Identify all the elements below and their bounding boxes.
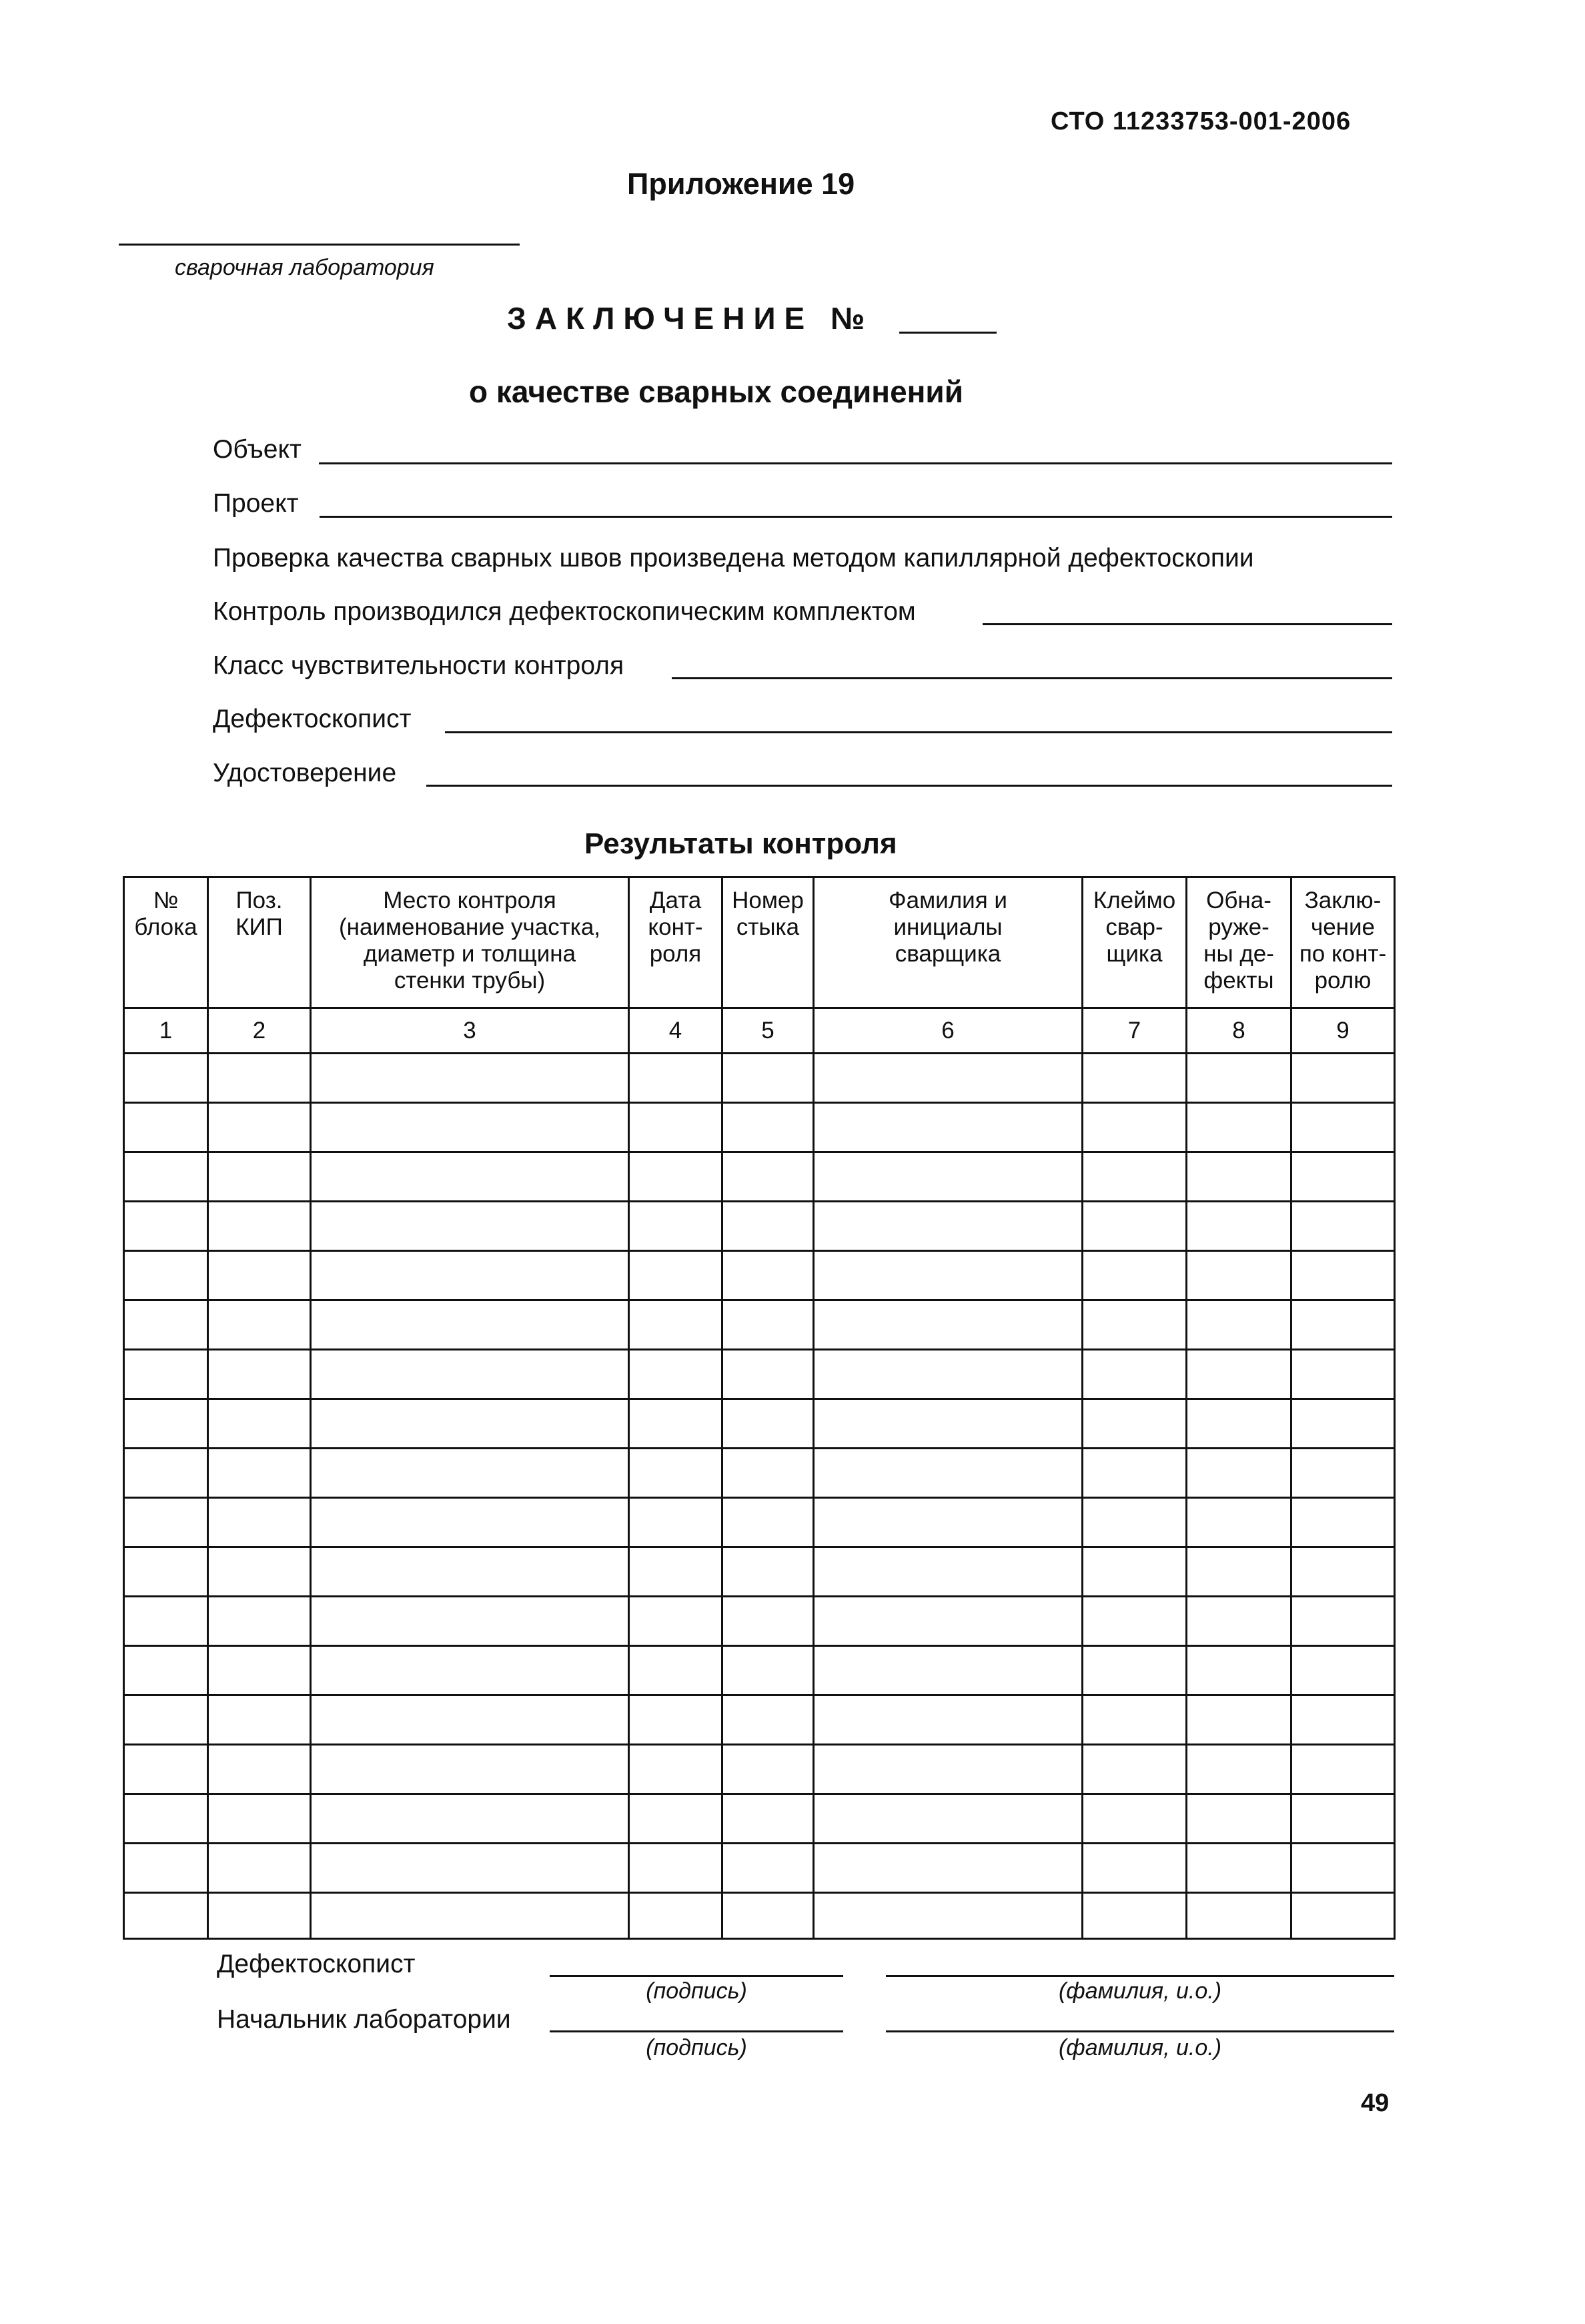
table-row — [124, 1646, 1395, 1695]
table-cell[interactable] — [124, 1103, 208, 1152]
table-cell[interactable] — [208, 1152, 311, 1202]
table-cell[interactable] — [311, 1300, 629, 1350]
column-header: Номер стыка — [722, 877, 814, 1008]
appendix-title: Приложение 19 — [627, 167, 855, 201]
table-cell[interactable] — [311, 1350, 629, 1399]
field-method-statement: Проверка качества сварных швов произведена методом капиллярной дефектоскопии — [213, 544, 1254, 572]
conclusion-number-line — [899, 332, 997, 334]
column-number: 1 — [124, 1008, 208, 1054]
table-cell[interactable] — [124, 1893, 208, 1939]
table-row — [124, 1399, 1395, 1449]
table-cell[interactable] — [629, 1695, 722, 1745]
table-cell[interactable] — [311, 1152, 629, 1202]
table-cell[interactable] — [814, 1152, 1083, 1202]
head-signature-caption: (подпись) — [646, 2035, 747, 2060]
table-row — [124, 1695, 1395, 1745]
table-cell[interactable] — [1187, 1844, 1291, 1893]
table-cell[interactable] — [208, 1202, 311, 1251]
table-cell[interactable] — [722, 1646, 814, 1695]
conclusion-title: ЗАКЛЮЧЕНИЕ № — [507, 301, 874, 336]
table-cell[interactable] — [124, 1251, 208, 1300]
table-cell[interactable] — [1083, 1399, 1187, 1449]
column-header: Фамилия и инициалы сварщика — [814, 877, 1083, 1008]
table-cell[interactable] — [814, 1054, 1083, 1103]
table-cell[interactable] — [311, 1547, 629, 1597]
table-cell[interactable] — [722, 1251, 814, 1300]
table-cell[interactable] — [124, 1054, 208, 1103]
table-cell[interactable] — [814, 1893, 1083, 1939]
column-number: 2 — [208, 1008, 311, 1054]
table-row — [124, 1152, 1395, 1202]
table-cell[interactable] — [124, 1399, 208, 1449]
table-cell[interactable] — [629, 1103, 722, 1152]
table-cell[interactable] — [814, 1498, 1083, 1547]
table-row — [124, 1547, 1395, 1597]
column-header: Обна- руже- ны де- фекты — [1187, 877, 1291, 1008]
table-cell[interactable] — [1187, 1054, 1291, 1103]
field-project-line[interactable] — [320, 516, 1392, 518]
field-inspector-label: Дефектоскопист — [213, 705, 412, 733]
table-cell[interactable] — [722, 1152, 814, 1202]
table-cell[interactable] — [722, 1597, 814, 1646]
inspector-name-line[interactable] — [886, 1975, 1394, 1977]
table-cell[interactable] — [814, 1103, 1083, 1152]
table-cell[interactable] — [208, 1399, 311, 1449]
table-cell[interactable] — [1187, 1103, 1291, 1152]
table-cell[interactable] — [208, 1103, 311, 1152]
column-number-row — [124, 1008, 1395, 1054]
table-cell[interactable] — [1187, 1597, 1291, 1646]
table-cell[interactable] — [629, 1399, 722, 1449]
table-cell[interactable] — [722, 1844, 814, 1893]
table-cell[interactable] — [311, 1745, 629, 1794]
table-cell[interactable] — [1291, 1844, 1395, 1893]
signature-inspector-label: Дефектоскопист — [217, 1950, 416, 1978]
field-object-line[interactable] — [319, 462, 1392, 464]
table-cell[interactable] — [1291, 1054, 1395, 1103]
table-cell[interactable] — [1291, 1547, 1395, 1597]
table-cell[interactable] — [1187, 1893, 1291, 1939]
table-cell[interactable] — [814, 1695, 1083, 1745]
table-cell[interactable] — [124, 1695, 208, 1745]
table-cell[interactable] — [629, 1646, 722, 1695]
table-cell[interactable] — [1083, 1745, 1187, 1794]
table-cell[interactable] — [1187, 1300, 1291, 1350]
table-cell[interactable] — [814, 1745, 1083, 1794]
table-cell[interactable] — [814, 1794, 1083, 1844]
table-cell[interactable] — [629, 1597, 722, 1646]
table-cell[interactable] — [208, 1844, 311, 1893]
table-cell[interactable] — [722, 1300, 814, 1350]
signature-head-label: Начальник лаборатории — [217, 2005, 511, 2034]
table-cell[interactable] — [629, 1794, 722, 1844]
table-cell[interactable] — [1187, 1251, 1291, 1300]
table-cell[interactable] — [722, 1399, 814, 1449]
column-number: 5 — [722, 1008, 814, 1054]
table-cell[interactable] — [1083, 1103, 1187, 1152]
table-cell[interactable] — [1187, 1794, 1291, 1844]
table-cell[interactable] — [208, 1350, 311, 1399]
table-cell[interactable] — [629, 1350, 722, 1399]
table-cell[interactable] — [814, 1202, 1083, 1251]
table-cell[interactable] — [1083, 1695, 1187, 1745]
table-row — [124, 1745, 1395, 1794]
results-title: Результаты контроля — [584, 827, 897, 860]
table-cell[interactable] — [1291, 1251, 1395, 1300]
column-number: 7 — [1083, 1008, 1187, 1054]
table-row — [124, 1498, 1395, 1547]
table-cell[interactable] — [629, 1449, 722, 1498]
inspector-name-caption: (фамилия, и.о.) — [1058, 1978, 1222, 2004]
table-cell[interactable] — [1291, 1350, 1395, 1399]
column-header: Клеймо свар- щика — [1083, 877, 1187, 1008]
table-row — [124, 1103, 1395, 1152]
table-cell[interactable] — [208, 1449, 311, 1498]
table-cell[interactable] — [124, 1300, 208, 1350]
table-cell[interactable] — [629, 1152, 722, 1202]
table-cell[interactable] — [208, 1597, 311, 1646]
table-cell[interactable] — [629, 1300, 722, 1350]
inspector-signature-line[interactable] — [550, 1975, 843, 1977]
column-header: № блока — [124, 877, 208, 1008]
table-cell[interactable] — [722, 1893, 814, 1939]
table-cell[interactable] — [1187, 1350, 1291, 1399]
table-cell[interactable] — [722, 1695, 814, 1745]
table-cell[interactable] — [1187, 1695, 1291, 1745]
table-row — [124, 1893, 1395, 1939]
column-number: 6 — [814, 1008, 1083, 1054]
table-cell[interactable] — [722, 1449, 814, 1498]
table-cell[interactable] — [1187, 1449, 1291, 1498]
table-cell[interactable] — [1291, 1745, 1395, 1794]
lab-caption: сварочная лаборатория — [175, 255, 434, 280]
conclusion-subtitle: о качестве сварных соединений — [469, 374, 963, 409]
table-cell[interactable] — [629, 1844, 722, 1893]
results-table — [123, 876, 1396, 1940]
table-cell[interactable] — [1187, 1745, 1291, 1794]
table-cell[interactable] — [1187, 1498, 1291, 1547]
table-cell[interactable] — [629, 1202, 722, 1251]
table-cell[interactable] — [1187, 1646, 1291, 1695]
table-cell[interactable] — [124, 1152, 208, 1202]
table-row — [124, 1844, 1395, 1893]
table-row — [124, 1054, 1395, 1103]
column-header: Поз. КИП — [208, 877, 311, 1008]
table-cell[interactable] — [311, 1054, 629, 1103]
table-cell[interactable] — [1083, 1054, 1187, 1103]
table-cell[interactable] — [311, 1794, 629, 1844]
table-cell[interactable] — [208, 1646, 311, 1695]
table-cell[interactable] — [722, 1103, 814, 1152]
table-cell[interactable] — [629, 1893, 722, 1939]
table-cell[interactable] — [124, 1350, 208, 1399]
table-cell[interactable] — [1291, 1498, 1395, 1547]
field-sensitivity-label: Класс чувствительности контроля — [213, 651, 624, 680]
table-row — [124, 1202, 1395, 1251]
table-cell[interactable] — [208, 1745, 311, 1794]
table-cell[interactable] — [208, 1054, 311, 1103]
table-cell[interactable] — [208, 1893, 311, 1939]
table-row — [124, 1251, 1395, 1300]
table-row — [124, 1350, 1395, 1399]
table-cell[interactable] — [311, 1893, 629, 1939]
table-cell[interactable] — [124, 1794, 208, 1844]
table-cell[interactable] — [1187, 1152, 1291, 1202]
document-code: СТО 11233753-001-2006 — [1051, 107, 1352, 135]
table-cell[interactable] — [629, 1251, 722, 1300]
table-cell[interactable] — [814, 1547, 1083, 1597]
field-sensitivity-line[interactable] — [672, 677, 1392, 679]
table-cell[interactable] — [124, 1646, 208, 1695]
table-cell[interactable] — [1291, 1893, 1395, 1939]
field-kit-label: Контроль производился дефектоскопическим комплектом — [213, 597, 916, 626]
table-cell[interactable] — [311, 1844, 629, 1893]
table-cell[interactable] — [124, 1597, 208, 1646]
table-cell[interactable] — [1291, 1449, 1395, 1498]
field-object-label: Объект — [213, 435, 302, 464]
table-cell[interactable] — [124, 1844, 208, 1893]
table-cell[interactable] — [722, 1498, 814, 1547]
column-number: 9 — [1291, 1008, 1395, 1054]
table-cell[interactable] — [1291, 1202, 1395, 1251]
table-cell[interactable] — [629, 1547, 722, 1597]
field-certificate-line[interactable] — [426, 785, 1392, 787]
table-cell[interactable] — [814, 1300, 1083, 1350]
table-cell[interactable] — [722, 1745, 814, 1794]
table-cell[interactable] — [124, 1449, 208, 1498]
field-inspector-line[interactable] — [445, 731, 1392, 733]
table-cell[interactable] — [722, 1547, 814, 1597]
table-cell[interactable] — [1291, 1300, 1395, 1350]
table-cell[interactable] — [1083, 1202, 1187, 1251]
table-cell[interactable] — [1083, 1646, 1187, 1695]
table-cell[interactable] — [1187, 1202, 1291, 1251]
table-cell[interactable] — [311, 1449, 629, 1498]
table-cell[interactable] — [1083, 1547, 1187, 1597]
table-cell[interactable] — [1083, 1350, 1187, 1399]
table-cell[interactable] — [208, 1695, 311, 1745]
table-cell[interactable] — [1083, 1300, 1187, 1350]
table-cell[interactable] — [1083, 1893, 1187, 1939]
table-cell[interactable] — [814, 1449, 1083, 1498]
field-kit-line[interactable] — [983, 623, 1392, 625]
table-cell[interactable] — [311, 1103, 629, 1152]
table-cell[interactable] — [311, 1399, 629, 1449]
table-cell[interactable] — [311, 1498, 629, 1547]
table-cell[interactable] — [208, 1498, 311, 1547]
column-number: 4 — [629, 1008, 722, 1054]
table-cell[interactable] — [1083, 1794, 1187, 1844]
column-header: Дата конт- роля — [629, 877, 722, 1008]
table-cell[interactable] — [1187, 1547, 1291, 1597]
lab-name-line — [119, 244, 520, 246]
table-header-row — [124, 877, 1395, 1008]
table-cell[interactable] — [1083, 1844, 1187, 1893]
table-cell[interactable] — [124, 1202, 208, 1251]
table-cell[interactable] — [1291, 1399, 1395, 1449]
table-cell[interactable] — [629, 1745, 722, 1794]
head-name-line[interactable] — [886, 2030, 1394, 2032]
table-cell[interactable] — [1083, 1152, 1187, 1202]
table-cell[interactable] — [1291, 1794, 1395, 1844]
table-cell[interactable] — [1083, 1449, 1187, 1498]
table-cell[interactable] — [1291, 1152, 1395, 1202]
table-cell[interactable] — [814, 1646, 1083, 1695]
table-cell[interactable] — [311, 1695, 629, 1745]
table-cell[interactable] — [722, 1202, 814, 1251]
table-cell[interactable] — [311, 1202, 629, 1251]
field-certificate-label: Удостоверение — [213, 759, 397, 787]
table-cell[interactable] — [1291, 1646, 1395, 1695]
table-cell[interactable] — [814, 1399, 1083, 1449]
table-cell[interactable] — [722, 1350, 814, 1399]
table-cell[interactable] — [311, 1597, 629, 1646]
table-cell[interactable] — [629, 1498, 722, 1547]
table-cell[interactable] — [1187, 1399, 1291, 1449]
table-cell[interactable] — [311, 1646, 629, 1695]
table-cell[interactable] — [208, 1300, 311, 1350]
table-row — [124, 1794, 1395, 1844]
column-number: 8 — [1187, 1008, 1291, 1054]
table-row — [124, 1300, 1395, 1350]
table-cell[interactable] — [1083, 1597, 1187, 1646]
table-cell[interactable] — [629, 1054, 722, 1103]
head-name-caption: (фамилия, и.о.) — [1058, 2035, 1222, 2060]
column-header: Место контроля (наименование участка, диаметр и толщина стенки трубы) — [311, 877, 629, 1008]
column-header: Заклю- чение по конт- ролю — [1291, 877, 1395, 1008]
table-cell[interactable] — [311, 1251, 629, 1300]
table-cell[interactable] — [722, 1794, 814, 1844]
table-cell[interactable] — [208, 1547, 311, 1597]
table-cell[interactable] — [814, 1597, 1083, 1646]
table-cell[interactable] — [1291, 1597, 1395, 1646]
table-cell[interactable] — [1083, 1251, 1187, 1300]
table-cell[interactable] — [124, 1547, 208, 1597]
table-cell[interactable] — [124, 1745, 208, 1794]
table-row — [124, 1597, 1395, 1646]
table-cell[interactable] — [208, 1794, 311, 1844]
table-cell[interactable] — [814, 1251, 1083, 1300]
table-cell[interactable] — [1291, 1103, 1395, 1152]
table-cell[interactable] — [1291, 1695, 1395, 1745]
inspector-signature-caption: (подпись) — [646, 1978, 747, 2004]
table-cell[interactable] — [722, 1054, 814, 1103]
table-cell[interactable] — [814, 1350, 1083, 1399]
table-cell[interactable] — [124, 1498, 208, 1547]
table-row — [124, 1449, 1395, 1498]
table-cell[interactable] — [814, 1844, 1083, 1893]
head-signature-line[interactable] — [550, 2030, 843, 2032]
table-cell[interactable] — [1083, 1498, 1187, 1547]
table-cell[interactable] — [208, 1251, 311, 1300]
field-project-label: Проект — [213, 489, 299, 518]
page-number: 49 — [1361, 2089, 1390, 2117]
column-number: 3 — [311, 1008, 629, 1054]
